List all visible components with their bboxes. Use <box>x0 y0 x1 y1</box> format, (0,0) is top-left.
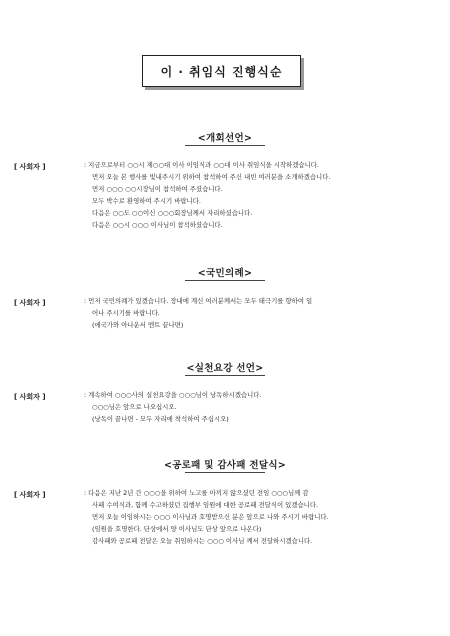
section-body-practice-declaration <box>84 389 438 425</box>
speaker-label: [ 사회자 ] <box>14 393 46 401</box>
body-line: 사패 수여식과, 함께 수고하셨던 집행부 임원에 대한 공로패 전달식이 있겠습니다. <box>92 501 319 509</box>
body-line: : 계속하여 ○○○사의 실천요강을 ○○○님이 낭독하시겠습니다. <box>84 391 262 399</box>
speaker-label: [ 사회자 ] <box>14 163 46 171</box>
body-line: 어나 주시기를 바랍니다. <box>92 309 160 317</box>
body-line: 모두 박수로 환영하여 주시기 바랍니다. <box>92 197 201 205</box>
section-body-plaque-presentation <box>84 487 438 547</box>
body-line: : 지금으로부터 ○○시 제○○대 이사 이임식과 ○○대 이사 취임식을 시작하겠습니다. <box>84 161 319 169</box>
speaker-label: [ 사회자 ] <box>14 299 46 307</box>
body-line: : 먼저 국민의례가 있겠습니다. 장내에 계신 여러분께서는 모두 태극기를 향하여 일 <box>84 297 313 305</box>
body-line: 다음은 ○○시 ○○○ 이사님이 참석하셨습니다. <box>92 221 223 229</box>
section-heading-national-ceremony: <국민의례> <box>0 265 450 281</box>
body-line: 감사패와 공로패 전달은 오늘 취임하시는 ○○○ 이사님 께서 전달하시겠습니다. <box>92 537 313 545</box>
body-line: : 다음은 지난 2년 간 ○○○을 위하여 노고를 아끼지 않으셨던 전임 ○○○님께 감 <box>84 489 309 497</box>
body-line: (임원을 호명한다. 단상에서 양 이사님도 단상 앞으로 나온다) <box>92 525 262 533</box>
body-line: 다음은 ○○도 ○○이신 ○○○회장님께서 자리하셨습니다. <box>92 209 253 217</box>
section-heading-plaque-presentation: <공로패 및 감사패 전달식> <box>0 457 450 473</box>
page-title: 이 · 취임식 진행식순 <box>142 55 301 87</box>
section-body-opening <box>84 159 438 231</box>
body-line: (애국가와 아나운서 멘트 끝나면) <box>92 321 184 329</box>
section-heading-practice-declaration: <실천요강 선언> <box>0 360 450 376</box>
body-line: (낭독이 끝나면 - 모두 자리에 착석하여 주십시오) <box>92 415 229 423</box>
speaker-label: [ 사회자 ] <box>14 491 46 499</box>
section-heading-opening: <개회선언> <box>0 130 450 146</box>
body-line: 먼저 오늘 본 행사를 빛내주시기 위하여 참석하여 주신 내빈 여러분을 소개하겠습니다. <box>92 173 331 181</box>
body-line: ○○○님은 앞으로 나오십시오. <box>92 403 177 411</box>
body-line: 먼저 ○○○ ○○시장님이 참석하여 주셨습니다. <box>92 185 223 193</box>
section-body-national-ceremony <box>84 295 438 331</box>
body-line: 먼저 오늘 이임하시는 ○○○ 이사님과 호명받으신 분은 앞으로 나와 주시기 바랍니다. <box>92 513 329 521</box>
title-box <box>142 55 305 91</box>
